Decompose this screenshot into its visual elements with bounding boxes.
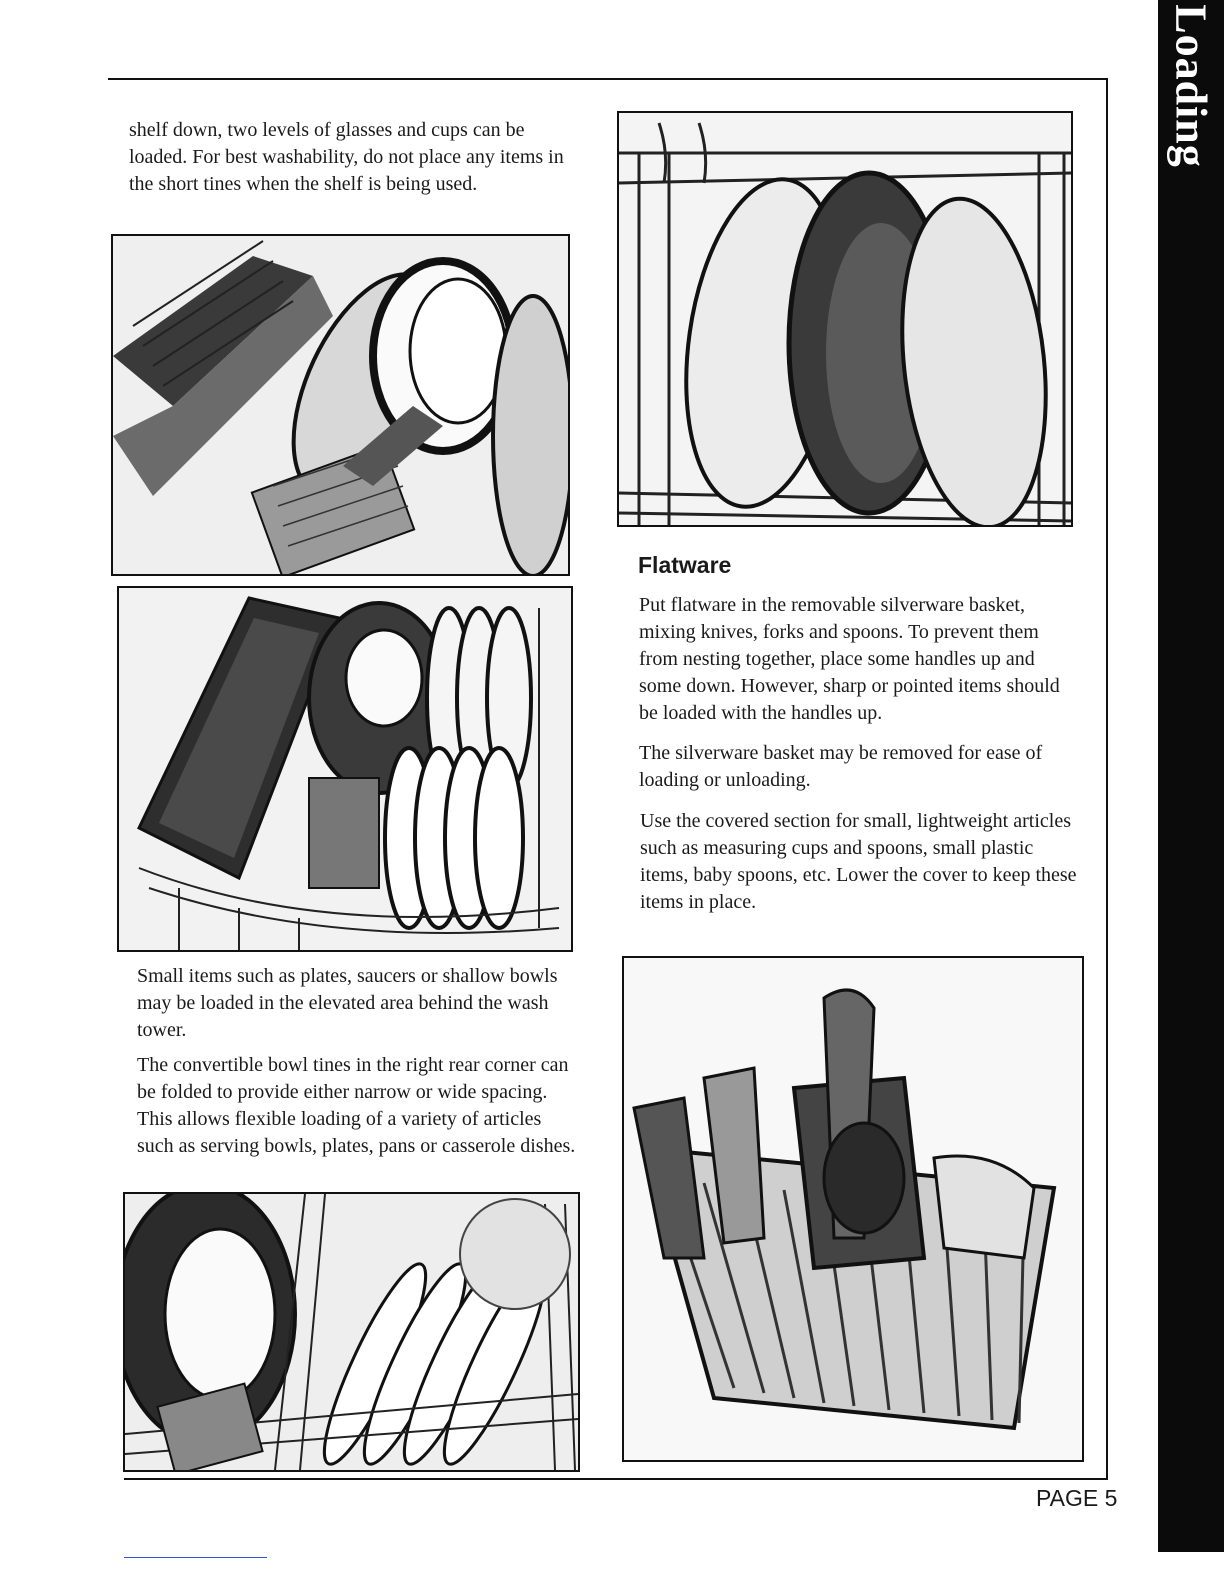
page-number: PAGE 5 — [1036, 1485, 1118, 1511]
bowl-tines-paragraph: The convertible bowl tines in the right rear corner can be folded to provide either narrow or wide spacing. This allows flexible loading of a variety of articles such as serving bowls, plates, pans or casserole dishes. — [137, 1054, 576, 1157]
bottom-rule — [124, 1478, 1108, 1480]
dish-rack-illustration — [111, 234, 570, 576]
flatware-paragraph-3: Use the covered section for small, lightweight articles such as measuring cups and spoons, small plastic items, baby spoons, etc. Lower the cover to keep these items in place. — [640, 810, 1077, 913]
side-tab-label: Loading — [1166, 4, 1216, 168]
flatware-paragraph-1: Put flatware in the removable silverware basket, mixing knives, forks and spoons. To prevent them from nesting together, place some handles up and some down. However, sharp or pointed items should be loaded with the handles up. — [639, 594, 1060, 724]
flatware-heading: Flatware — [638, 552, 732, 578]
silverware-basket-illustration — [622, 956, 1084, 1462]
bowl-rack-illustration — [617, 111, 1073, 527]
footer-line — [124, 1557, 267, 1558]
dish-rack-illustration — [123, 1192, 580, 1472]
dish-rack-illustration — [117, 586, 573, 952]
small-items-paragraph: Small items such as plates, saucers or shallow bowls may be loaded in the elevated area behind the wash tower. — [137, 965, 558, 1041]
side-tab — [1158, 0, 1224, 1552]
intro-paragraph: shelf down, two levels of glasses and cups can be loaded. For best washability, do not place any items in the short tines when the shelf is being used. — [129, 119, 564, 195]
flatware-paragraph-2: The silverware basket may be removed for ease of loading or unloading. — [639, 742, 1043, 791]
top-rule — [108, 78, 1108, 80]
right-rule — [1106, 78, 1108, 1480]
